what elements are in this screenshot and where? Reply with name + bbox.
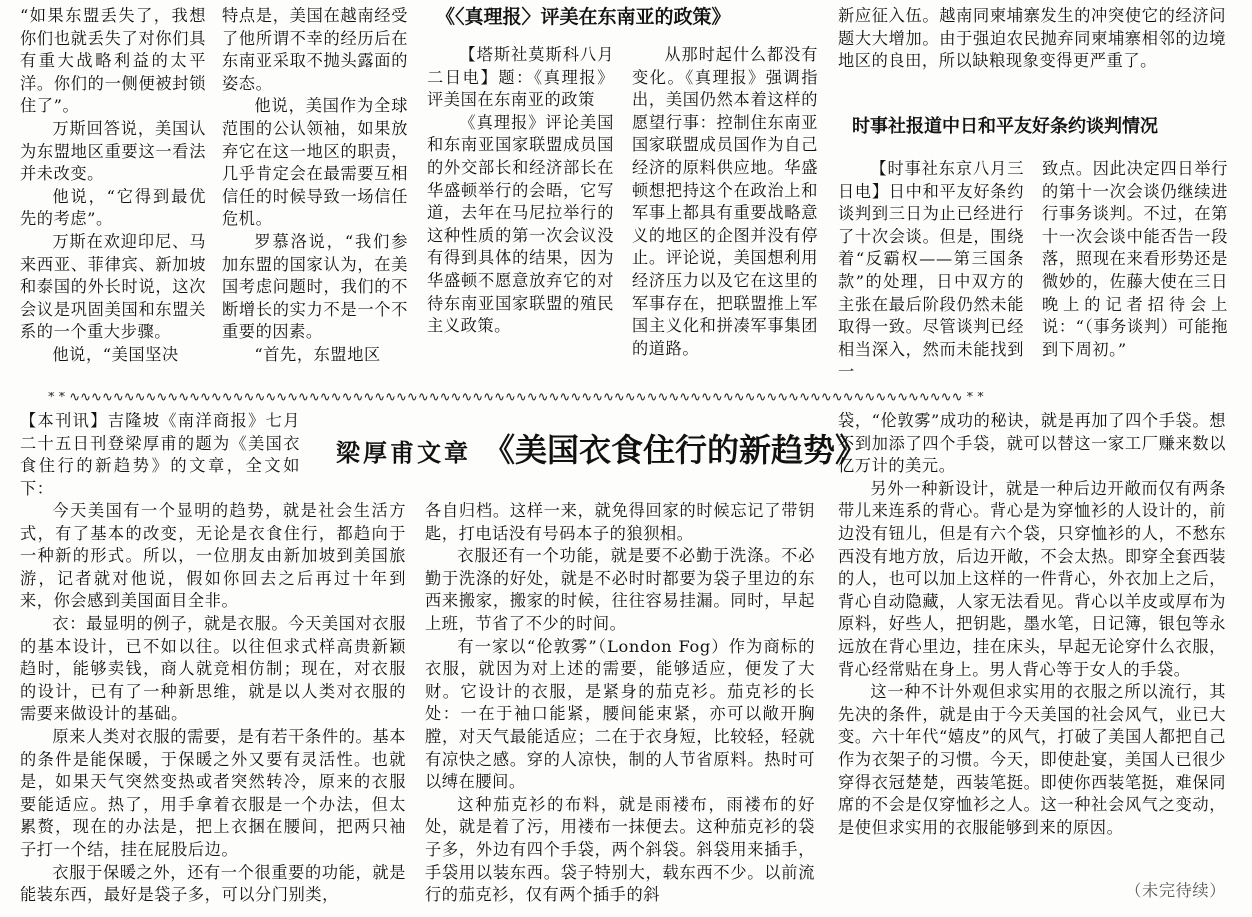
feature-intro-text: 【本刊讯】吉隆坡《南洋商报》七月二十五日刊登梁厚甫的题为《美国衣食住行的新趋势》的文章，全文如下： xyxy=(20,411,300,498)
paragraph: 这一种不计外观但求实用的衣服之所以流行，其先决的条件，就是由于今天美国的社会风气，业已大变。六十年代“嬉皮”的风气，打破了美国人都把自己作为衣架子的习惯。今天，即使赴宴，美国人已很少穿得衣冠楚楚，西装笔挺。即使你西装笔挺，难保同席的不会是仅穿恤衫之人。这一种社会风气之变动，是使但求实用的衣服能够到来的原因。 xyxy=(838,682,1226,837)
article-headline-jiji: 时事社报道中日和平友好条约谈判情况 xyxy=(852,116,1158,137)
paragraph: 特点是，美国在越南经受了他所谓不幸的经历后在东南亚采取不抛头露面的姿态。 xyxy=(222,6,408,93)
paragraph: “如果东盟丢失了，我想你们也就丢失了对你们具有重大战略利益的太平洋。你们的一侧便被封锁住了”。 xyxy=(20,6,206,116)
continued-note xyxy=(1080,880,1226,903)
paragraph: 这种茄克衫的布料，就是雨褛布，雨褛布的好处，就是着了污，用褛布一抹便去。这种茄克衫的袋子多，外边有四个手袋，两个斜袋。斜袋用来插手，手袋用以装东西。袋子特别大，载东西不少。以前流行的茄克衫，仅有两个插手的斜 xyxy=(425,794,815,905)
feature-intro xyxy=(20,410,300,500)
paragraph: 今天美国有一个显明的趋势，就是社会生活方式，有了基本的改变，无论是衣食住行，都趋向于一种新的形式。所以，一位朋友由新加坡到美国旅游，记者就对他说，假如你回去之后再过十年到来，你会感到美国面目全非。 xyxy=(20,501,406,611)
paragraph: 万斯在欢迎印尼、马来西亚、菲律宾、新加坡和泰国的外长时说，这次会议是巩固美国和东盟关系的一个重大步骤。 xyxy=(20,231,206,342)
paragraph: 他说，“它得到最优先的考虑”。 xyxy=(20,186,206,229)
paragraph: 各自归档。这样一来，就免得回家的时候忘记了带钥匙，打电话没有号码本子的狼狈相。 xyxy=(425,501,815,543)
paragraph: 衣：最显明的例子，就是衣服。今天美国对衣服的基本设计，已不如以往。以往但求式样高贵新颖趋时，能够卖钱，商人就竞相仿制；现在，对衣服的设计，已有了一种新思维，就是以人类对衣服的需要来做设计的基础。 xyxy=(20,613,406,724)
paragraph: 罗慕洛说，“我们参加东盟的国家认为，在美国考虑问题时，我们的不断增长的实力不是一个不重要的因素。 xyxy=(222,231,408,342)
paragraph: 有一家以“伦敦雾”（London Fog）作为商标的衣服，就因为对上述的需要，能够适应，便发了大财。它设计的衣服，是紧身的茄克衫。茄克衫的长处：一在于袖口能紧，腰间能束紧，亦可以敞开胸膛，对天气最能适应；二在于衣身短，比较轻，轻就有凉快之感。穿的人凉快，制的人节省原料。热时可以缚在腰间。 xyxy=(425,636,815,792)
top-col-1 xyxy=(20,5,206,367)
paragraph: 他说，美国作为全球范围的公认领袖，如果放弃它在这一地区的职责，几乎肯定会在最需要互相信任的时候导致一场信任危机。 xyxy=(222,96,408,229)
paragraph: 万斯回答说，美国认为东盟地区重要这一看法并未改变。 xyxy=(20,118,206,184)
paragraph: 致点。因此决定四日举行的第十一次会谈仍继续进行事务谈判。不过，在第十一次会谈中能否告一段落，照现在来看形势还是微妙的，佐藤大使在三日晚上的记者招待会上说：“（事务谈判）可能拖到下周初。” xyxy=(1042,159,1228,359)
top-col-5 xyxy=(838,158,1024,384)
paragraph: 《真理报》评论美国和东南亚国家联盟成员国的外交部长和经济部长在华盛顿举行的会晤，它写道，去年在马尼拉举行的这种性质的第一次会议没有得到具体的结果，因为华盛顿不愿意放弃它的对待东南亚国家联盟的殖民主义政策。 xyxy=(427,112,614,336)
top-col-4 xyxy=(632,44,818,360)
paragraph: 【时事社东京八月三日电】日中和平友好条约谈判到三日为止已经进行了十次会谈。但是，围绕着“反霸权——第三国条款”的处理，日中双方的主张在最后阶段仍然未能取得一致。尽管谈判已经相当深入，然而未能找到一 xyxy=(838,159,1024,382)
feature-headline-author: 梁厚甫文章 xyxy=(336,439,471,467)
paragraph: 衣服还有一个功能，就是要不必勤于洗涤。不必勤于洗涤的好处，就是不必时时都要为袋子里边的东西来搬家，搬家的时候，往往容易挂漏。同时，早起上班，节省了不少的时间。 xyxy=(425,546,815,633)
top-col-2 xyxy=(222,5,408,367)
paragraph: 原来人类对衣服的需要，是有若干条件的。基本的条件是能保暖，于保暖之外又要有灵活性。也就是，如果天气突然变热或者突然转冷，原来的衣服要能适应。热了，用手拿着衣服是一个办法，但太累赘，现在的办法是，把上衣捆在腰间，把两只袖子打一个结，挂在屁股后边。 xyxy=(20,726,406,859)
top-col-3 xyxy=(427,44,614,338)
continued-note-text: （未完待续） xyxy=(1125,881,1226,900)
feature-col-2 xyxy=(425,500,815,907)
top-col-5-continued xyxy=(838,5,1226,73)
feature-headline-title: 《美国衣食住行的新趋势》 xyxy=(483,431,868,469)
section-divider: * * ∿∿∿∿∿∿∿∿∿∿∿∿∿∿∿∿∿∿∿∿∿∿∿∿∿∿∿∿∿∿∿∿∿∿∿∿∿∿∿∿∿∿∿∿∿∿∿∿∿∿∿∿∿∿∿∿∿∿∿∿∿∿∿∿∿∿∿∿∿∿∿∿∿∿∿∿∿∿∿∿∿∿ * * xyxy=(48,392,984,404)
feature-col-1 xyxy=(20,500,406,907)
paragraph: “首先，东盟地区 xyxy=(254,344,381,364)
paragraph: 另外一种新设计，就是一种后边开敞而仅有两条带儿来连系的背心。背心是为穿恤衫的人设计的，前边没有钮儿，但是有六个袋，只穿恤衫的人，不愁东西没有地方放，后边开敞，不会太热。即穿全套西装的人，也可以加上这样的一件背心，外衣加上之后，背心自动隐藏，人家无法看见。背心以羊皮或厚布为原料，好些人，把钥匙，墨水笔，日记簿，银包等永远放在背心里边，挂在床头，早起无论穿什么衣服，背心经常贴在身上。男人背心等于女人的手袋。 xyxy=(838,478,1226,679)
paragraph: 从那时起什么都没有变化。《真理报》强调指出，美国仍然本着这样的愿望行事：控制住东南亚国家联盟成员国作为自己经济的原料供应地。华盛顿想把持这个在政治上和军事上都具有重要战略意义的地区的企图并没有停止。评论说，美国想利用经济压力以及它在这里的军事存在，把联盟推上军国主义化和拼凑军事集团的道路。 xyxy=(632,45,818,358)
paragraph: 新应征入伍。越南同柬埔寨发生的冲突使它的经济问题大大增加。由于强迫农民抛弃同柬埔寨相邻的边境地区的良田，所以缺粮现象变得更严重了。 xyxy=(838,6,1226,71)
paragraph: 衣服于保暖之外，还有一个很重要的功能，就是能装东西，最好是袋子多，可以分门别类， xyxy=(20,862,406,905)
article-headline-pravda: 《〈真理报〉评美在东南亚的政策》 xyxy=(436,6,731,28)
top-col-6 xyxy=(1042,158,1228,361)
feature-col-3 xyxy=(838,410,1226,839)
paragraph: 【塔斯社莫斯科八月二日电】题：《真理报》评美国在东南亚的政策 xyxy=(427,45,614,110)
feature-headline xyxy=(336,426,867,480)
paragraph: 他说，“美国坚决 xyxy=(52,344,179,364)
paragraph: 袋，“伦敦雾”成功的秘诀，就是再加了四个手袋。想不到加添了四个手袋，就可以替这一家工厂赚来数以亿万计的美元。 xyxy=(838,411,1226,476)
